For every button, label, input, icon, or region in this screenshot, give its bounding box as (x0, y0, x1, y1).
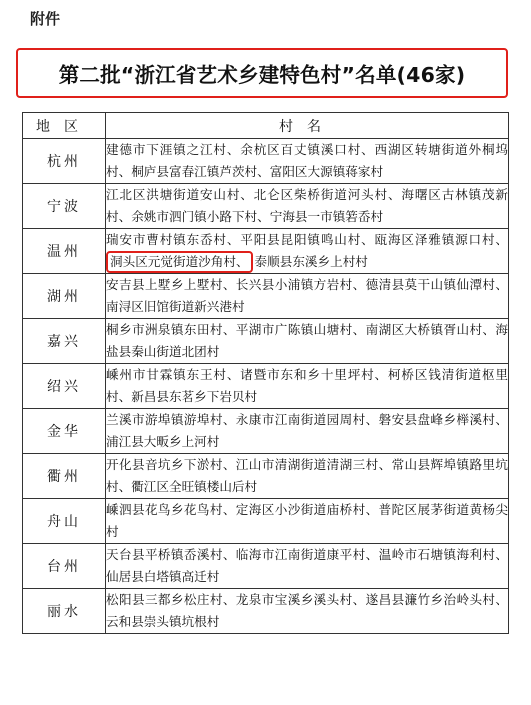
table-row (23, 589, 509, 634)
villages-cell (106, 139, 509, 184)
village-names-continued: 泰顺县东溪乡上村村 (254, 254, 368, 269)
villages-cell (106, 544, 509, 589)
village-names: 建德市下涯镇之江村、余杭区百丈镇溪口村、西湖区转塘街道外桐坞村、桐庐县富春江镇芦茨村、富阳区大源镇蒋家村 (106, 142, 508, 179)
table-row (23, 229, 509, 274)
villages-cell (106, 229, 509, 274)
village-names: 嵊泗县花鸟乡花鸟村、定海区小沙街道庙桥村、普陀区展茅街道黄杨尖村 (106, 502, 508, 539)
village-list-table (22, 112, 509, 634)
region-cell: 金华 (23, 409, 106, 454)
villages-cell (106, 409, 509, 454)
region-cell: 台州 (23, 544, 106, 589)
village-names: 兰溪市游埠镇游埠村、永康市江南街道园周村、磐安县盘峰乡榉溪村、浦江县大畈乡上河村 (106, 412, 508, 449)
region-cell: 丽水 (23, 589, 106, 634)
header-region: 地区 (23, 113, 106, 139)
village-names: 瑞安市曹村镇东岙村、平阳县昆阳镇鸣山村、瓯海区泽雅镇源口村、 (106, 232, 508, 247)
village-names: 桐乡市洲泉镇东田村、平湖市广陈镇山塘村、南湖区大桥镇胥山村、海盐县秦山街道北团村 (106, 322, 508, 359)
table-row (23, 409, 509, 454)
highlighted-village: 洞头区元觉街道沙角村、 (106, 251, 253, 273)
region-cell: 湖州 (23, 274, 106, 319)
village-names: 嵊州市甘霖镇东王村、诸暨市东和乡十里坪村、柯桥区钱清街道枢里村、新昌县东茗乡下岩贝村 (106, 367, 508, 404)
village-names: 江北区洪塘街道安山村、北仑区柴桥街道河头村、海曙区古林镇茂新村、余姚市泗门镇小路下村、宁海县一市镇箬岙村 (106, 187, 508, 224)
table-row (23, 184, 509, 229)
region-cell: 舟山 (23, 499, 106, 544)
villages-cell (106, 364, 509, 409)
table-row (23, 544, 509, 589)
table-row (23, 499, 509, 544)
table-row (23, 319, 509, 364)
village-names: 开化县音坑乡下淤村、江山市清湖街道清湖三村、常山县辉埠镇路里坑村、衢江区全旺镇楼山后村 (106, 457, 508, 494)
attachment-label: 附件 (30, 10, 61, 28)
table-row (23, 364, 509, 409)
village-names: 安吉县上墅乡上墅村、长兴县小浦镇方岩村、德清县莫干山镇仙潭村、南浔区旧馆街道新兴港村 (106, 277, 508, 314)
region-cell: 绍兴 (23, 364, 106, 409)
table-row (23, 139, 509, 184)
village-names: 松阳县三都乡松庄村、龙泉市宝溪乡溪头村、遂昌县濂竹乡治岭头村、云和县崇头镇坑根村 (106, 592, 508, 629)
table-header-row (23, 113, 509, 139)
table-row (23, 274, 509, 319)
title-highlight-box (16, 48, 508, 98)
region-cell: 宁波 (23, 184, 106, 229)
region-cell: 温州 (23, 229, 106, 274)
villages-cell (106, 454, 509, 499)
region-cell: 嘉兴 (23, 319, 106, 364)
villages-cell (106, 274, 509, 319)
region-cell: 杭州 (23, 139, 106, 184)
villages-cell (106, 499, 509, 544)
village-names: 天台县平桥镇岙溪村、临海市江南街道康平村、温岭市石塘镇海利村、仙居县白塔镇高迁村 (106, 547, 508, 584)
table-row (23, 454, 509, 499)
villages-cell (106, 319, 509, 364)
header-villages: 村名 (106, 113, 509, 139)
villages-cell (106, 184, 509, 229)
region-cell: 衢州 (23, 454, 106, 499)
villages-cell (106, 589, 509, 634)
document-title: 第二批“浙江省艺术乡建特色村”名单(46家) (58, 63, 466, 87)
